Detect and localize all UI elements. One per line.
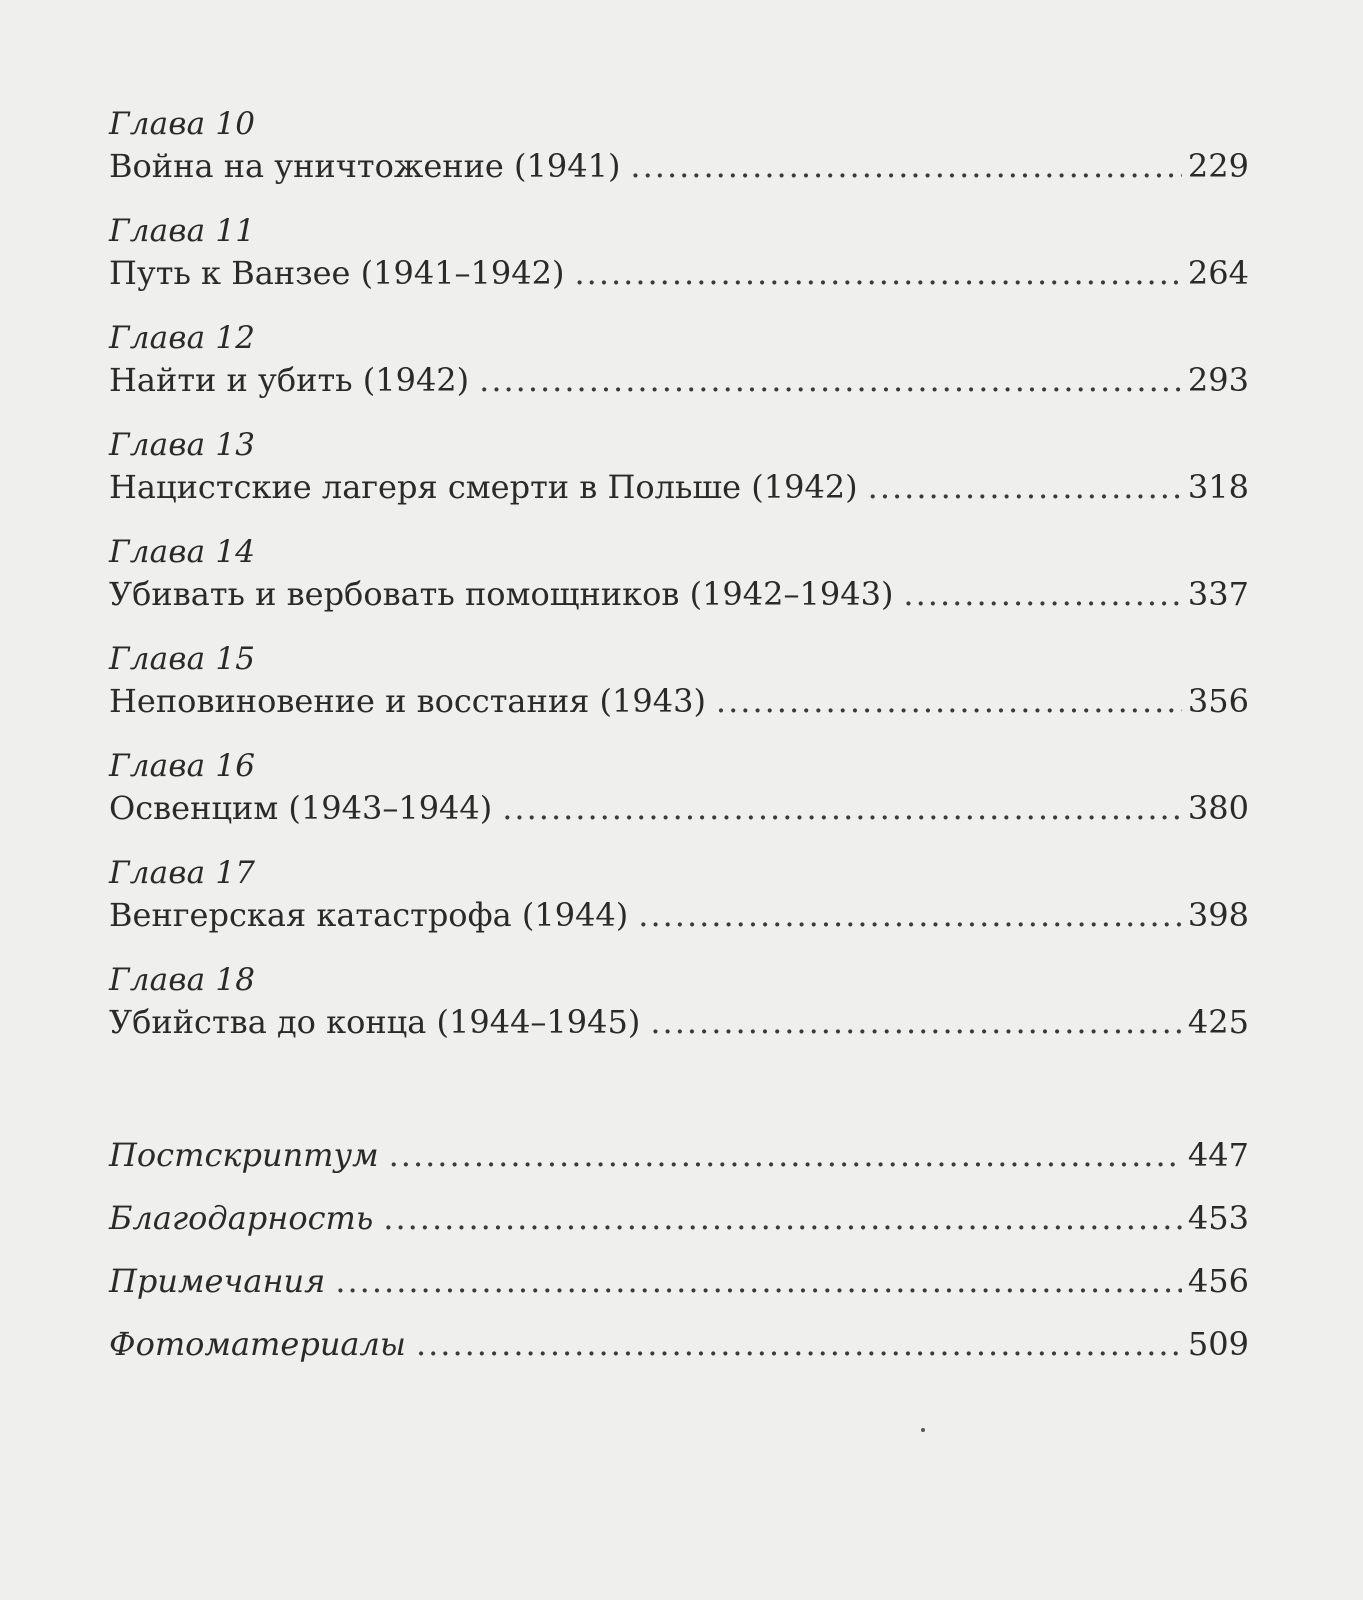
toc-entry-acknowledgements (109, 1196, 1249, 1259)
page-number: 380 (1187, 789, 1249, 827)
chapter-title: Убивать и вербовать помощников (1942–1943) (109, 575, 894, 613)
chapter-label: Глава 14 (109, 534, 256, 570)
toc-chapter-14 (109, 532, 1249, 639)
page-number: 356 (1187, 682, 1249, 720)
chapter-title: Венгерская катастрофа (1944) (109, 896, 629, 934)
print-speck (921, 1428, 925, 1432)
page-number: 337 (1187, 575, 1249, 613)
page-number: 425 (1187, 1003, 1249, 1041)
toc-entry (109, 465, 1249, 509)
dot-leader (383, 1196, 1182, 1240)
section-title: Фотоматериалы (109, 1325, 406, 1363)
dot-leader (638, 893, 1182, 937)
dot-leader (416, 1322, 1182, 1366)
toc-chapter-17 (109, 853, 1249, 960)
toc-chapter-13 (109, 425, 1249, 532)
chapter-label: Глава 13 (109, 427, 256, 463)
toc-chapter-16 (109, 746, 1249, 853)
chapter-label: Глава 11 (109, 213, 256, 249)
toc-chapter-18 (109, 960, 1249, 1067)
toc-entry (109, 679, 1249, 723)
dot-leader (630, 144, 1182, 188)
toc-entry (109, 144, 1249, 188)
page-number: 229 (1187, 147, 1249, 185)
page-number: 293 (1187, 361, 1249, 399)
dot-leader (389, 1133, 1182, 1177)
toc-entry (109, 572, 1249, 616)
dot-leader (903, 572, 1182, 616)
page-number: 447 (1187, 1136, 1249, 1174)
toc-entry-photos (109, 1322, 1249, 1385)
table-of-contents (109, 104, 1249, 1067)
page-number: 264 (1187, 254, 1249, 292)
chapter-label: Глава 12 (109, 320, 256, 356)
toc-entry (109, 786, 1249, 830)
dot-leader (335, 1259, 1182, 1303)
page-number: 456 (1187, 1262, 1249, 1300)
toc-entry (109, 1000, 1249, 1044)
chapter-label: Глава 17 (109, 855, 256, 891)
chapter-label: Глава 18 (109, 962, 256, 998)
toc-entry-postscript (109, 1133, 1249, 1196)
chapter-title: Найти и убить (1942) (109, 361, 470, 399)
page-number: 453 (1187, 1199, 1249, 1237)
page-number: 398 (1187, 896, 1249, 934)
toc-chapter-10 (109, 104, 1249, 211)
section-title: Благодарность (109, 1199, 374, 1237)
toc-chapter-15 (109, 639, 1249, 746)
toc-chapter-12 (109, 318, 1249, 425)
back-matter-list (109, 1133, 1249, 1385)
chapter-title: Путь к Ванзее (1941–1942) (109, 254, 565, 292)
toc-entry-notes (109, 1259, 1249, 1322)
dot-leader (479, 358, 1182, 402)
toc-entry (109, 251, 1249, 295)
toc-entry (109, 893, 1249, 937)
chapter-title: Неповиновение и восстания (1943) (109, 682, 706, 720)
toc-entry (109, 358, 1249, 402)
dot-leader (716, 679, 1182, 723)
chapter-title: Освенцим (1943–1944) (109, 789, 493, 827)
section-title: Постскриптум (109, 1136, 379, 1174)
chapter-label: Глава 15 (109, 641, 256, 677)
chapter-title: Нацистские лагеря смерти в Польше (1942) (109, 468, 858, 506)
chapter-title: Война на уничтожение (1941) (109, 147, 621, 185)
section-title: Примечания (109, 1262, 326, 1300)
chapter-label: Глава 16 (109, 748, 256, 784)
page-number: 318 (1187, 468, 1249, 506)
dot-leader (868, 465, 1182, 509)
chapter-label: Глава 10 (109, 106, 256, 142)
dot-leader (650, 1000, 1182, 1044)
dot-leader (502, 786, 1182, 830)
toc-chapter-11 (109, 211, 1249, 318)
dot-leader (574, 251, 1181, 295)
page-number: 509 (1187, 1325, 1249, 1363)
chapter-title: Убийства до конца (1944–1945) (109, 1003, 641, 1041)
